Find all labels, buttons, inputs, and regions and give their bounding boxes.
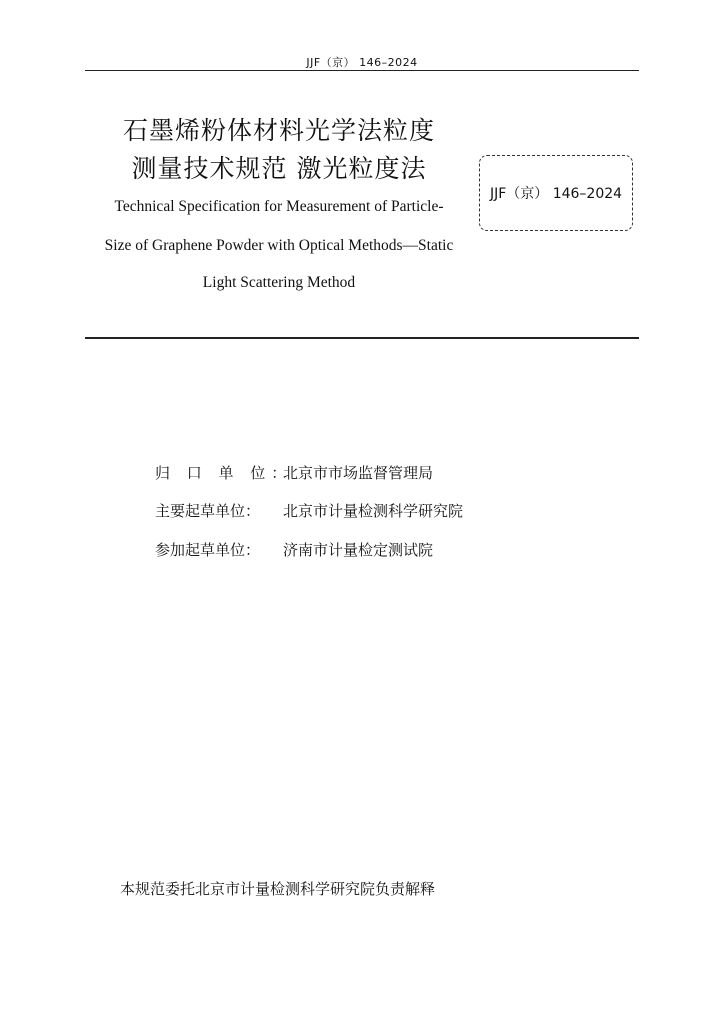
standard-code: JJF（京） 146–2024 <box>489 186 623 202</box>
org-value: 济南市计量检定测试院 <box>283 541 434 559</box>
title-en-line1: Technical Specification for Measurement of Particle- <box>114 198 444 215</box>
title-zh-line2: 测量技术规范 激光粒度法 <box>131 154 427 183</box>
org-row-main-drafter <box>155 500 463 521</box>
org-label: 归 口 单 位： <box>155 464 293 482</box>
org-value: 北京市计量检测科学研究院 <box>283 502 464 520</box>
header-rule <box>85 70 639 71</box>
title-en-line2: Size of Graphene Powder with Optical Methods—Static <box>104 237 454 254</box>
standard-code-box <box>479 155 633 231</box>
header-code: JJF（京） 146–2024 <box>306 56 418 69</box>
title-rule <box>85 337 639 339</box>
title-en-line3: Light Scattering Method <box>202 274 356 291</box>
org-value: 北京市市场监督管理局 <box>283 464 434 482</box>
org-label: 参加起草单位： <box>155 541 261 559</box>
org-row-responsible <box>155 462 433 483</box>
title-zh-line1: 石墨烯粉体材料光学法粒度 <box>122 116 435 145</box>
org-label: 主要起草单位： <box>155 502 261 520</box>
interpretation-note: 本规范委托北京市计量检测科学研究院负责解释 <box>120 880 436 898</box>
org-row-participating-drafter <box>155 539 433 560</box>
